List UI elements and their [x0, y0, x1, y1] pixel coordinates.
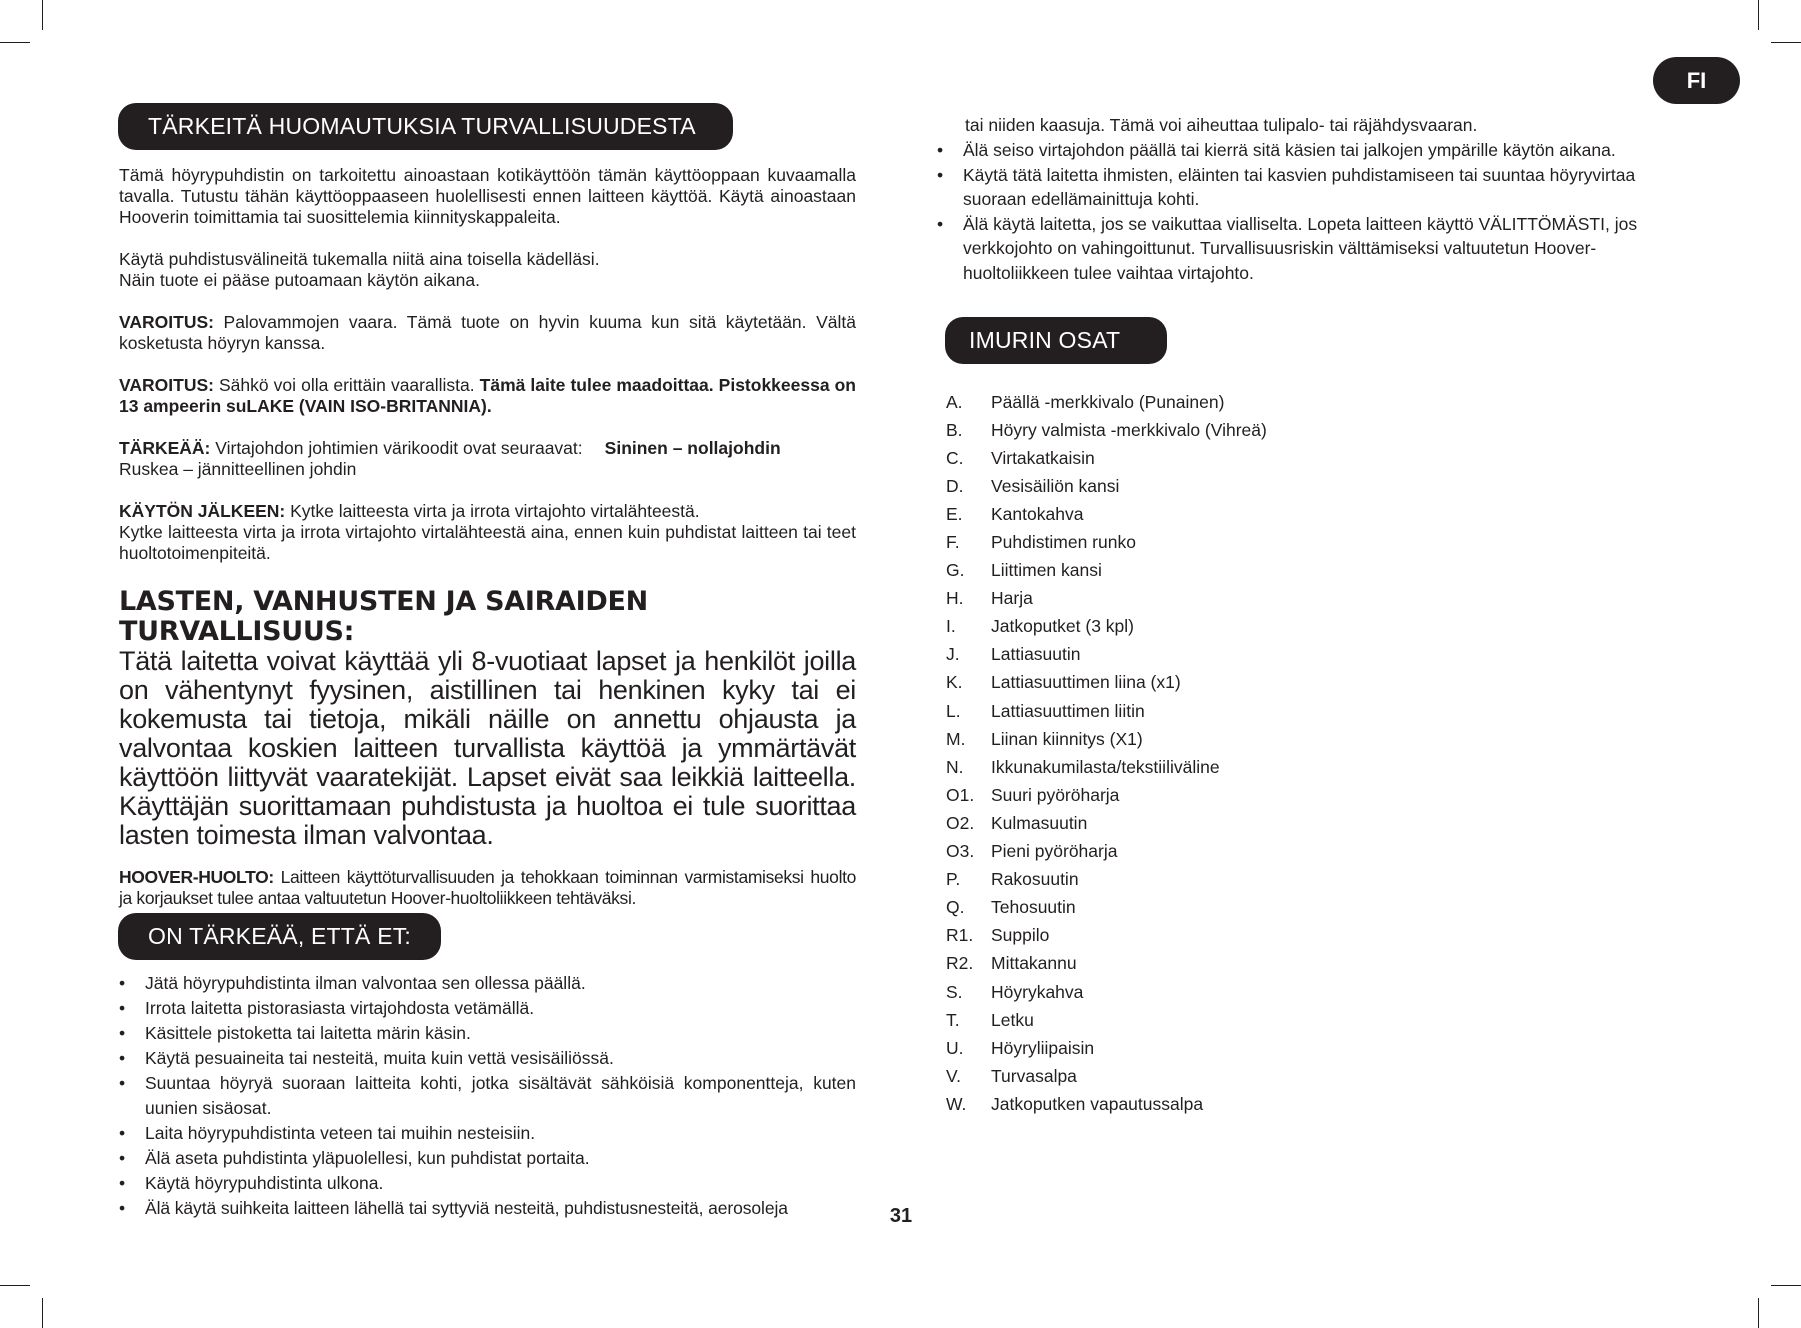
list-item: • Jätä höyrypuhdistinta ilman valvontaa sen ollessa päällä.: [119, 971, 856, 996]
part-name: Pieni pyöröharja: [991, 841, 1118, 862]
safety-heading-text: TÄRKEITÄ HUOMAUTUKSIA TURVALLISUUDESTA: [148, 113, 696, 139]
important-label: TÄRKEÄÄ:: [119, 438, 211, 458]
list-item: [946, 809, 1546, 837]
list-item: • Suuntaa höyryä suoraan laitteita kohti, jotka sisältävät sähköisiä komponentteja, kuten uunien sisäosat.: [119, 1071, 856, 1121]
list-item: • Käsittele pistoketta tai laitetta märin käsin.: [119, 1021, 856, 1046]
part-name: Kulmasuutin: [991, 812, 1088, 833]
part-letter: J.: [946, 644, 960, 665]
continued-line: tai niiden kaasuja. Tämä voi aiheuttaa tulipalo- tai räjähdysvaaran.: [965, 115, 1478, 135]
list-item: [946, 725, 1546, 753]
support-line-2: Näin tuote ei pääse putoamaan käytön aikana.: [119, 270, 480, 290]
warning-electric-paragraph: [119, 375, 856, 417]
part-letter: G.: [946, 560, 965, 581]
list-item: • Älä aseta puhdistinta yläpuolellesi, kun puhdistat portaita.: [119, 1146, 856, 1171]
list-item: [946, 500, 1546, 528]
important-paragraph: [119, 438, 856, 480]
part-letter: F.: [946, 532, 960, 553]
warning-label: VAROITUS:: [119, 375, 214, 395]
part-name: Virtakatkaisin: [991, 447, 1095, 468]
crop-mark: [1771, 42, 1801, 43]
list-item: [946, 528, 1546, 556]
service-paragraph: [119, 867, 856, 909]
part-letter: I.: [946, 616, 956, 637]
list-item: [946, 838, 1546, 866]
list-item: [946, 781, 1546, 809]
part-name: Turvasalpa: [991, 1065, 1077, 1086]
children-safety-text: Tätä laitetta voivat käyttää yli 8-vuotiaat lapset ja henkilöt joilla on vähentynyt fyysinen, aistillinen tai henkinen kyky tai ei kokemusta tai tietoja, mikäli näille on annettu ohjausta ja valvontaa koskien laitteen turvallista käyttöä ja ymmärtävät käyttöön liittyvät vaaratekijät. Lapset eivät saa leikkiä laitteella. Käyttäjän suorittamaan puhdistusta ja huoltoa ei tule suorittaa lasten toimesta ilman valvontaa.: [119, 646, 856, 850]
part-name: Vesisäiliön kansi: [991, 475, 1120, 496]
part-name: Lattiasuutin: [991, 644, 1081, 665]
list-item: [946, 753, 1546, 781]
list-item: • Irrota laitetta pistorasiasta virtajohdosta vetämällä.: [119, 996, 856, 1021]
part-name: Lattiasuuttimen liina (x1): [991, 672, 1181, 693]
list-item: [946, 669, 1546, 697]
service-label: HOOVER-HUOLTO:: [119, 867, 274, 887]
dont-list: [119, 971, 856, 1221]
part-name: Tehosuutin: [991, 897, 1076, 918]
list-item: [946, 1090, 1546, 1118]
part-name: Liittimen kansi: [991, 560, 1102, 581]
important-text: Virtajohdon johtimien värikoodit ovat seuraavat:: [210, 438, 583, 458]
part-letter: D.: [946, 475, 964, 496]
part-letter: S.: [946, 981, 963, 1002]
brown-wire-label: Ruskea – jännitteellinen johdin: [119, 459, 357, 479]
part-letter: O1.: [946, 784, 975, 805]
part-letter: T.: [946, 1009, 960, 1030]
part-name: Jatkoputken vapautussalpa: [991, 1093, 1204, 1114]
part-letter: A.: [946, 391, 963, 412]
list-item: [946, 641, 1546, 669]
page-number: 31: [889, 1205, 913, 1227]
part-letter: N.: [946, 756, 964, 777]
warning-burn-text: Palovammojen vaara. Tämä tuote on hyvin kuuma kun sitä käytetään. Vältä kosketusta höyryn kanssa.: [119, 312, 856, 353]
part-name: Höyryliipaisin: [991, 1037, 1095, 1058]
list-item: [946, 416, 1546, 444]
list-item: [946, 1034, 1546, 1062]
list-item: • Laita höyrypuhdistinta veteen tai muihin nesteisiin.: [119, 1121, 856, 1146]
part-letter: B.: [946, 419, 963, 440]
list-item: [946, 444, 1546, 472]
crop-mark: [1771, 1285, 1801, 1286]
list-item: [946, 697, 1546, 725]
list-item: • Käytä höyrypuhdistinta ulkona.: [119, 1171, 856, 1196]
dont-list-container: [119, 971, 856, 1221]
parts-heading: [945, 317, 1167, 364]
children-safety-heading: LASTEN, VANHUSTEN JA SAIRAIDEN TURVALLISUUS:: [119, 586, 648, 647]
list-item: • Älä käytä laitetta, jos se vaikuttaa vialliselta. Lopeta laitteen käyttö VÄLITTÖMÄSTI, jos verkkojohto on vahingoittunut. Turvallisuusriskin välttämiseksi valtuutetun Hoover-huoltoliikkeen tulee vaihtaa virtajohto.: [937, 212, 1677, 286]
safety-heading: [118, 103, 733, 150]
part-name: Letku: [991, 1009, 1034, 1030]
part-name: Kantokahva: [991, 503, 1084, 524]
part-name: Suuri pyöröharja: [991, 784, 1120, 805]
list-item: • Älä käytä suihkeita laitteen lähellä tai syttyviä nesteitä, puhdistusnesteitä, aerosoleja: [119, 1196, 856, 1221]
blue-wire-label: Sininen – nollajohdin: [604, 438, 781, 458]
part-letter: C.: [946, 447, 964, 468]
part-name: Päällä -merkkivalo (Punainen): [991, 391, 1225, 412]
earthing-notice: Tämä laite tulee maadoittaa. Pistokkeessa on 13 ampeerin suLAKE (VAIN ISO-BRITANNIA).: [119, 375, 856, 416]
part-name: Rakosuutin: [991, 869, 1079, 890]
part-letter: P.: [946, 869, 961, 890]
list-item: [946, 922, 1546, 950]
part-letter: Q.: [946, 897, 965, 918]
children-safety-section: [119, 587, 856, 850]
part-name: Höyry valmista -merkkivalo (Vihreä): [991, 419, 1267, 440]
after-use-line-2: Kytke laitteesta virta ja irrota virtajohto virtalähteestä aina, ennen kuin puhdistat laitteen tai teet huoltotoimenpiteitä.: [119, 522, 856, 563]
part-letter: R1.: [946, 925, 974, 946]
intro-paragraph: Tämä höyrypuhdistin on tarkoitettu ainoastaan kotikäyttöön tämän käyttöoppaan kuvaamalla tavalla. Tutustu tähän käyttöoppaaseen huolellisesti ennen laitteen käyttöä. Käytä ainoastaan Hooverin toimittamia tai suosittelemia kiinnityskappaleita.: [119, 165, 856, 227]
list-item: [946, 866, 1546, 894]
more-dont-list: [937, 138, 1677, 285]
part-name: Harja: [991, 588, 1033, 609]
list-item: • Käytä pesuaineita tai nesteitä, muita kuin vettä vesisäiliössä.: [119, 1046, 856, 1071]
list-item: [946, 613, 1546, 641]
right-column: [937, 113, 1677, 285]
crop-mark: [42, 1298, 43, 1328]
crop-mark: [0, 1285, 30, 1286]
list-item: [946, 585, 1546, 613]
part-letter: K.: [946, 672, 963, 693]
part-letter: W.: [946, 1093, 967, 1114]
support-line-1: Käytä puhdistusvälineitä tukemalla niitä aina toisella kädelläsi.: [119, 249, 600, 269]
crop-mark: [1758, 0, 1759, 30]
part-letter: O3.: [946, 841, 975, 862]
list-item: • Käytä tätä laitetta ihmisten, eläinten tai kasvien puhdistamiseen tai suuntaa höyryvirtaa suoraan edellämainittuja kohti.: [937, 163, 1677, 212]
part-letter: H.: [946, 588, 964, 609]
language-badge: FI: [1653, 57, 1740, 104]
part-name: Liinan kiinnitys (X1): [991, 728, 1143, 749]
crop-mark: [1758, 1298, 1759, 1328]
warning-burn-paragraph: [119, 312, 856, 354]
crop-mark: [42, 0, 43, 30]
part-letter: E.: [946, 503, 963, 524]
list-item: [946, 894, 1546, 922]
part-name: Ikkunakumilasta/tekstiiliväline: [991, 756, 1220, 777]
list-item: [946, 1062, 1546, 1090]
part-name: Puhdistimen runko: [991, 532, 1136, 553]
parts-heading-text: IMURIN OSAT: [969, 327, 1121, 353]
part-letter: U.: [946, 1037, 964, 1058]
part-name: Mittakannu: [991, 953, 1077, 974]
warning-electric-text: Sähkö voi olla erittäin vaarallista.: [213, 375, 480, 395]
parts-list: [946, 388, 1546, 1118]
part-letter: M.: [946, 728, 966, 749]
dont-heading-text: ON TÄRKEÄÄ, ETTÄ ET:: [148, 923, 412, 949]
list-item: • Älä seiso virtajohdon päällä tai kierrä sitä käsien tai jalkojen ympärille käytön aikana.: [937, 138, 1677, 163]
part-name: Suppilo: [991, 925, 1050, 946]
part-name: Jatkoputket (3 kpl): [991, 616, 1134, 637]
list-item: [946, 557, 1546, 585]
after-use-paragraph: [119, 501, 856, 564]
list-item: [946, 472, 1546, 500]
list-item: [946, 950, 1546, 978]
part-letter: R2.: [946, 953, 974, 974]
service-text: Laitteen käyttöturvallisuuden ja tehokkaan toiminnan varmistamiseksi huolto ja korjaukset tulee antaa valtuutetun Hoover-huoltoliikkeen tehtäväksi.: [119, 867, 856, 908]
after-use-label: KÄYTÖN JÄLKEEN:: [119, 501, 286, 521]
list-item: [946, 388, 1546, 416]
support-paragraph: [119, 249, 856, 291]
part-letter: L.: [946, 700, 961, 721]
left-column: [119, 165, 856, 909]
warning-label: VAROITUS:: [119, 312, 214, 332]
part-letter: V.: [946, 1065, 961, 1086]
part-name: Lattiasuuttimen liitin: [991, 700, 1145, 721]
part-name: Höyrykahva: [991, 981, 1084, 1002]
part-letter: O2.: [946, 812, 975, 833]
list-item: [946, 1006, 1546, 1034]
dont-heading: [118, 913, 441, 960]
crop-mark: [0, 42, 30, 43]
after-use-text: Kytke laitteesta virta ja irrota virtajohto virtalähteestä.: [285, 501, 700, 521]
list-item: [946, 978, 1546, 1006]
